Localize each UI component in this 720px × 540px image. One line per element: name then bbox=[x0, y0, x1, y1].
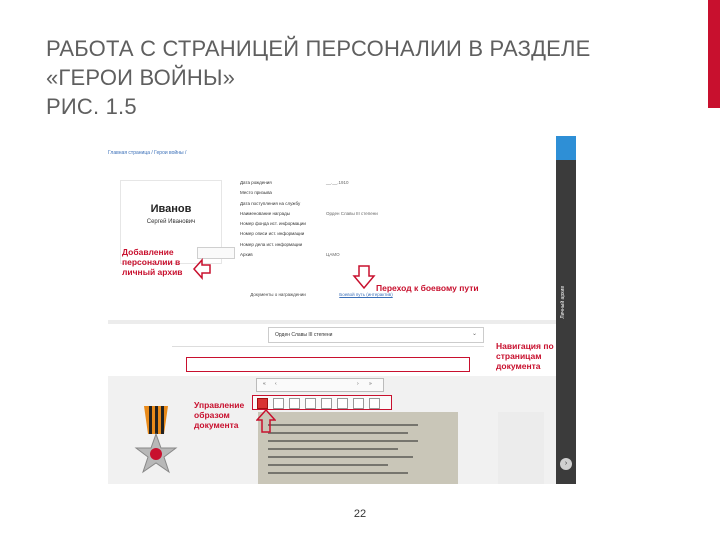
last-page-button[interactable]: » bbox=[369, 381, 372, 387]
embedded-screenshot bbox=[108, 136, 576, 484]
order-of-glory-image bbox=[128, 404, 184, 476]
info-row bbox=[240, 240, 378, 250]
annotation-image-control: Управление образом документа bbox=[194, 400, 245, 430]
info-key: Архив bbox=[240, 252, 253, 258]
annotation-add-to-archive: Добавление персоналии в личный архив bbox=[122, 247, 183, 277]
sidebar-round-button[interactable]: › bbox=[560, 458, 572, 470]
document-page-controls bbox=[256, 378, 384, 392]
info-row bbox=[240, 199, 378, 209]
info-key: Номер фонда ист. информации bbox=[240, 221, 306, 227]
fullscreen-icon[interactable] bbox=[369, 398, 380, 409]
document-side-panel bbox=[498, 412, 544, 484]
page-number: 22 bbox=[353, 508, 367, 520]
sidebar-top-tab[interactable] bbox=[556, 136, 576, 160]
info-key: Дата поступления на службу bbox=[240, 200, 301, 206]
document-image[interactable] bbox=[258, 412, 458, 484]
info-row bbox=[240, 178, 378, 188]
doc-line bbox=[268, 424, 418, 426]
doc-line bbox=[268, 464, 388, 466]
person-info-table bbox=[240, 178, 378, 260]
sidebar-label: Личный архив bbox=[560, 286, 566, 319]
fit-page-icon[interactable] bbox=[321, 398, 332, 409]
info-row bbox=[240, 219, 378, 229]
tab-combat-path[interactable]: Боевой путь (интерактив) bbox=[339, 292, 393, 297]
accent-bar bbox=[708, 0, 720, 108]
slide-title-line-1: РАБОТА С СТРАНИЦЕЙ ПЕРСОНАЛИИ В РАЗДЕЛЕ bbox=[46, 36, 591, 61]
rotate-left-icon[interactable] bbox=[337, 398, 348, 409]
award-dropdown[interactable] bbox=[268, 327, 484, 343]
info-value: __.__.1910 bbox=[326, 180, 349, 185]
info-row bbox=[240, 209, 378, 219]
annotation-combat-path: Переход к боевому пути bbox=[376, 283, 479, 293]
document-page-navigation[interactable] bbox=[186, 357, 470, 372]
doc-line bbox=[268, 448, 398, 450]
person-name: Сергей Иванович bbox=[146, 219, 196, 225]
first-page-button[interactable]: « bbox=[263, 381, 266, 387]
info-row bbox=[240, 188, 378, 198]
next-page-button[interactable]: › bbox=[357, 381, 359, 387]
info-row bbox=[240, 229, 378, 239]
tab-award-documents[interactable]: Документы о награждении bbox=[250, 292, 306, 297]
chevron-down-icon: ⌄ bbox=[471, 331, 477, 337]
rotate-right-icon[interactable] bbox=[353, 398, 364, 409]
slide-title-line-3: РИС. 1.5 bbox=[46, 94, 137, 119]
info-key: Место призыва bbox=[240, 190, 272, 196]
slide-title bbox=[46, 34, 591, 121]
zoom-out-icon[interactable] bbox=[289, 398, 300, 409]
breadcrumb[interactable]: Главная страница / Герои войны / bbox=[108, 150, 187, 156]
info-row bbox=[240, 250, 378, 260]
personal-archive-sidebar[interactable] bbox=[556, 136, 576, 484]
info-key: Дата рождения bbox=[240, 180, 272, 185]
annotation-page-navigation: Навигация по страницам документа bbox=[496, 341, 554, 371]
fit-width-icon[interactable] bbox=[305, 398, 316, 409]
down-arrow-icon bbox=[352, 264, 376, 290]
award-dropdown-value: Орден Славы III степени bbox=[275, 332, 333, 338]
info-key: Номер дела ист. информации bbox=[240, 241, 303, 247]
doc-line bbox=[268, 440, 418, 442]
doc-line bbox=[268, 456, 413, 458]
doc-line bbox=[268, 472, 408, 474]
doc-line bbox=[268, 432, 408, 434]
slide-title-line-2: «ГЕРОИ ВОЙНЫ» bbox=[46, 65, 236, 90]
info-key: Номер описи ист. информации bbox=[240, 231, 305, 237]
info-value: ЦАМО bbox=[326, 252, 340, 258]
info-value: Орден Славы III степени bbox=[326, 210, 378, 216]
up-arrow-icon bbox=[256, 408, 276, 434]
left-arrow-icon bbox=[192, 257, 212, 281]
person-surname: Иванов bbox=[150, 203, 192, 215]
info-key: Наименование награды bbox=[240, 210, 290, 216]
award-selector bbox=[172, 324, 484, 347]
prev-page-button[interactable]: ‹ bbox=[275, 381, 277, 387]
